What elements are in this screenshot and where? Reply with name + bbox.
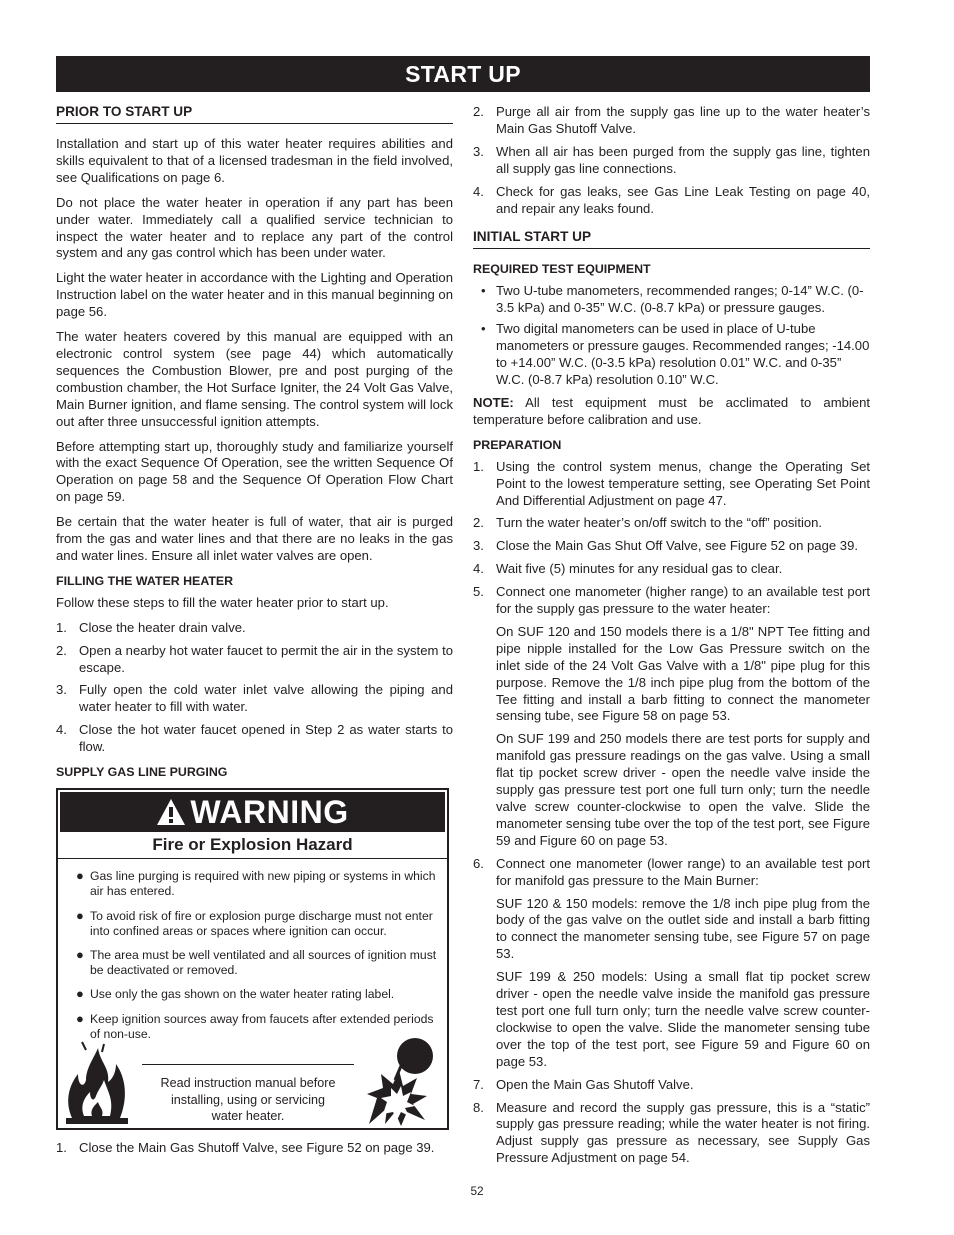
prep-steps bbox=[473, 459, 870, 1167]
list-item: 1. Close the heater drain valve. bbox=[56, 619, 246, 635]
list-item: ● The area must be well ventilated and all sources of ignition must be deactivated or removed. bbox=[76, 946, 437, 978]
warning-list bbox=[72, 869, 437, 1042]
warning-header bbox=[60, 792, 445, 832]
read-manual-notice: Read instruction manual before installing, using or servicing water heater. bbox=[142, 1064, 354, 1125]
explosion-icon bbox=[365, 1036, 441, 1128]
list-item: 4. Close the hot water faucet opened in Step 2 as water starts to flow. bbox=[56, 722, 453, 755]
paragraph: Before attempting start up, thoroughly study and familiarize yourself with the exact Sequence Of Operation, see the written Sequence Of Operation on page 58 and the Sequence Of Operation Flow Chart on page 59. bbox=[56, 438, 453, 505]
sub-paragraph: SUF 199 & 250 models: Using a small flat tip pocket screw driver - open the needle valve inside the manifold gas pressure test port one full turn only; turn the needle valve screw counter-clockwise to open the valve. Slide the manometer sensing tube over the top of the test port, see Figure 59 and Figure 60 on page 53. bbox=[496, 969, 870, 1069]
list-item: 1. Close the Main Gas Shutoff Valve, see Figure 52 on page 39. bbox=[56, 1140, 435, 1156]
filling-intro: Follow these steps to fill the water heater prior to start up. bbox=[56, 594, 389, 610]
list-item: 2. Turn the water heater’s on/off switch to the “off” position. bbox=[473, 515, 823, 531]
list-item: 8. Measure and record the supply gas pressure, this is a “static” supply gas pressure reading; while the water heater is not firing. Adjust supply gas pressure as necessary, see Supply Gas Pressure Adjustment on page 54. bbox=[473, 1099, 870, 1166]
list-item: ● Gas line purging is required with new piping or systems in which air has entered. bbox=[76, 868, 436, 899]
list-item: • Two digital manometers can be used in place of U-tube manometers or pressure gauges. Recommended ranges; -14.00 to +14.00” W.C. (0-3.5 kPa) resolution 0.01” W.C. and 0-35” W.C. (0-8.7 kPa) resolution 0.10” W.C. bbox=[481, 321, 870, 387]
list-item: ● Use only the gas shown on the water heater rating label. bbox=[76, 986, 395, 1002]
sub-paragraph: SUF 120 & 150 models: remove the 1/8 inch pipe plug from the body of the gas valve on the outlet side and install a barb fitting to connect the manometer sensing tube, see Figure 57 on page 53. bbox=[496, 895, 870, 962]
list-item: 5. Connect one manometer (higher range) to an available test port for the supply gas pressure to the water heater: On SUF 120 and 150 models there is a 1/8" NPT Tee fitting and pipe nipple installed for the Low Gas Pressure switch on the inlet side of the 24 Volt Gas Valve with a 1/8" pipe plug for this purpose. Remove the 1/8 inch pipe plug from the bottom of the Tee fitting and install a barb fitting to connect the manometer sensing tube, see Figure 58 on page 53. On SUF 199 and 250 models there are test ports for supply and manifold gas pressure readings on the gas valve. Using a small flat tip pocket screw driver - open the needle valve inside the supply gas pressure test port one full turn only; turn the needle valve screw counter-clockwise to open the valve. Slide the manometer sensing tube over the top of the test port, see Figure 59 and Figure 60 on page 53. bbox=[473, 584, 870, 848]
warning-triangle-icon bbox=[156, 798, 186, 826]
purging-steps bbox=[56, 1140, 453, 1157]
note: NOTE: All test equipment must be acclimated to ambient temperature before calibration and use. bbox=[473, 394, 870, 427]
sub-paragraph: On SUF 120 and 150 models there is a 1/8" NPT Tee fitting and pipe nipple installed for the Low Gas Pressure switch on the inlet side of the 24 Volt Gas Valve with a 1/8" pipe plug for this purpose. Remove the 1/8 inch pipe plug from the bottom of the Tee fitting and install a barb fitting to connect the manometer sensing tube, see Figure 58 on page 53. bbox=[496, 623, 870, 724]
page-number: 52 bbox=[470, 1184, 484, 1198]
initial-heading: INITIAL START UP bbox=[473, 229, 870, 249]
filling-heading: FILLING THE WATER HEATER bbox=[56, 573, 234, 588]
list-item: ● Keep ignition sources away from faucets after extended periods of non-use. bbox=[76, 1010, 434, 1041]
list-item: 6. Connect one manometer (lower range) to an available test port for manifold gas pressure to the Main Burner: SUF 120 & 150 models: remove the 1/8 inch pipe plug from the body of the gas valve on the outlet side and install a barb fitting to connect the manometer sensing tube, see Figure 57 on page 53. SUF 199 & 250 models: Using a small flat tip pocket screw driver - open the needle valve inside the manifold gas pressure test port one full turn only; turn the needle valve screw counter-clockwise to open the valve. Slide the manometer sensing tube over the top of the test port, see Figure 59 and Figure 60 on page 53. bbox=[473, 855, 870, 1069]
fire-icon bbox=[64, 1040, 130, 1126]
list-item: 4. Wait five (5) minutes for any residual gas to clear. bbox=[473, 561, 783, 577]
left-column bbox=[56, 104, 453, 1165]
list-item: • Two U-tube manometers, recommended ranges; 0-14” W.C. (0-3.5 kPa) and 0-35” W.C. (0-8.7 kPa) or pressure gauges. bbox=[481, 283, 864, 316]
paragraph: Do not place the water heater in operation if any part has been under water. Immediately call a qualified service technician to inspect the water heater and to replace any part of the control system and any gas control which has been under water. bbox=[56, 194, 453, 261]
prep-heading: PREPARATION bbox=[473, 437, 562, 452]
page-title-banner: START UP bbox=[56, 56, 870, 92]
sub-paragraph: On SUF 199 and 250 models there are test ports for supply and manifold gas pressure readings on the gas valve. Using a small flat tip pocket screw driver - open the needle valve inside the supply gas pressure test port one full turn only; turn the needle valve screw counter-clockwise to open the valve. Slide the manometer sensing tube over the top of the test port, see Figure 59 and Figure 60 on page 53. bbox=[496, 731, 870, 848]
purging-heading: SUPPLY GAS LINE PURGING bbox=[56, 765, 228, 780]
prior-heading: PRIOR TO START UP bbox=[56, 104, 453, 124]
list-item: 1. Using the control system menus, change the Operating Set Point to the lowest temperature setting, see Operating Set Point And Differential Adjustment on page 47. bbox=[473, 458, 870, 508]
list-item: 3. Fully open the cold water inlet valve allowing the piping and water heater to fill with water. bbox=[56, 682, 453, 715]
list-item: 3. When all air has been purged from the supply gas line, tighten all supply gas line connections. bbox=[473, 143, 870, 176]
equipment-heading: REQUIRED TEST EQUIPMENT bbox=[473, 262, 651, 277]
warning-subtitle: Fire or Explosion Hazard bbox=[58, 832, 447, 859]
paragraph: Light the water heater in accordance with the Lighting and Operation Instruction label on the water heater and in this manual beginning on page 56. bbox=[56, 270, 453, 320]
list-item: 4. Check for gas leaks, see Gas Line Leak Testing on page 40, and repair any leaks found. bbox=[473, 183, 870, 216]
filling-steps bbox=[56, 620, 453, 756]
list-item: 2. Purge all air from the supply gas line up to the water heater’s Main Gas Shutoff Valve. bbox=[473, 104, 870, 136]
paragraph: Installation and start up of this water heater requires abilities and skills equivalent to that of a licensed tradesman in the field involved, see Qualifications on page 6. bbox=[56, 136, 453, 185]
right-column bbox=[473, 104, 870, 1175]
paragraph: The water heaters covered by this manual are equipped with an electronic control system (see page 44) which automatically sequences the Combustion Blower, pre and post purging of the combustion chamber, the Hot Surface Igniter, the 24 Volt Gas Valve, Main Burner ignition, and flame sensing. The control system will lock out after three unsuccessful ignition attempts. bbox=[56, 329, 453, 429]
list-item: 7. Open the Main Gas Shutoff Valve. bbox=[473, 1076, 694, 1092]
purging-steps-cont bbox=[473, 104, 870, 217]
list-item: 2. Open a nearby hot water faucet to permit the air in the system to escape. bbox=[56, 642, 453, 675]
list-item: ● To avoid risk of fire or explosion purge discharge must not enter into confined areas or spaces where ignition can occur. bbox=[76, 907, 433, 938]
warning-box bbox=[56, 788, 449, 1130]
list-item: 3. Close the Main Gas Shut Off Valve, see Figure 52 on page 39. bbox=[473, 538, 858, 554]
warning-title: WARNING bbox=[190, 794, 349, 831]
equipment-list bbox=[473, 283, 870, 388]
paragraph: Be certain that the water heater is full of water, that air is purged from the gas and water lines and that there are no leaks in the gas and water lines. Ensure all inlet water valves are open. bbox=[56, 514, 453, 563]
